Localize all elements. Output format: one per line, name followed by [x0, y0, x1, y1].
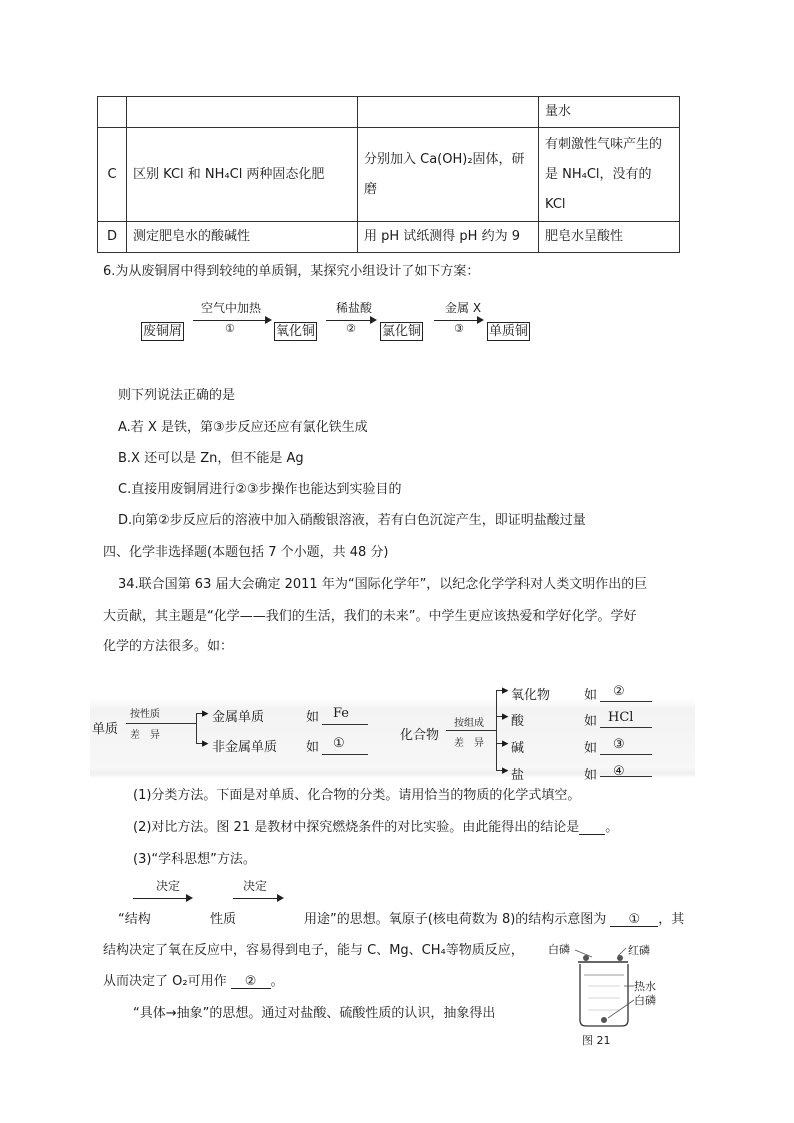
- answer-underline: [600, 701, 652, 702]
- classification-diagram: [90, 683, 695, 783]
- table-row: [98, 128, 680, 222]
- property-text: 性质: [210, 912, 237, 927]
- difference-label: 差 异: [454, 738, 484, 749]
- base-label: 碱: [511, 741, 525, 756]
- decide-label-2: 决定: [243, 879, 268, 893]
- branch-vertical: [496, 690, 497, 770]
- flow-node-copper-chloride: 氯化铜: [382, 324, 422, 339]
- flow-node-copper: 单质铜: [489, 324, 529, 339]
- arrow3-label: 金属 X: [445, 301, 482, 315]
- by-property-label: 按性质: [130, 709, 160, 720]
- oxide-label: 氧化物: [511, 688, 551, 703]
- use-text: [304, 913, 684, 927]
- q34-part2: [133, 821, 618, 835]
- q6-option-c: C.直接用废铜屑进行②③步操作也能达到实验目的: [118, 482, 402, 497]
- table-cell-id: C: [98, 128, 127, 222]
- decide-arrowhead-2: [277, 894, 284, 902]
- branch-line: [126, 723, 196, 724]
- arrow1-line: [193, 320, 266, 321]
- result-line: 是 NH₄Cl，没有的: [545, 166, 652, 182]
- section-heading: 四、化学非选择题(本题包括 7 个小题，共 48 分): [103, 545, 389, 560]
- answer-underline: [600, 776, 652, 777]
- table-cell-result: 肥皂水呈酸性: [539, 222, 680, 253]
- q34-line: [103, 975, 284, 989]
- branch-arrow: ▸: [502, 709, 509, 724]
- table-cell-id: D: [98, 222, 127, 253]
- q34-intro-line: 化学的方法很多。如：: [103, 639, 234, 654]
- q6-option-a: A.若 X 是铁，第③步反应还应有氯化铁生成: [118, 420, 368, 435]
- example-label: 如: [306, 710, 320, 725]
- q34-part3: (3)“学科思想”方法。: [133, 852, 256, 867]
- flow-node-copper-oxide: 氧化铜: [276, 324, 316, 339]
- white-phosphorus-label: 白磷: [548, 943, 570, 956]
- q34-intro-line: 大贡献，其主题是“化学——我们的生活，我们的未来”。中学生更应该热爱和学好化学。学好: [103, 609, 637, 624]
- decide-arrow-1: [133, 898, 187, 899]
- metal-label: 金属单质: [212, 710, 265, 725]
- branch-arrow: ▸: [502, 763, 509, 778]
- blank-3: ③: [613, 737, 625, 752]
- label-leader: [618, 948, 626, 956]
- blank-4: ④: [613, 764, 625, 779]
- example-label: 如: [584, 741, 598, 756]
- example-label: 如: [584, 688, 598, 703]
- table-row: [98, 222, 680, 253]
- q6-prompt: 则下列说法正确的是: [118, 388, 236, 403]
- arrow2-label: 稀盐酸: [336, 301, 373, 315]
- blank-1: ①: [333, 736, 345, 751]
- label-leader: [608, 1000, 634, 1018]
- arrow1-label: 空气中加热: [201, 301, 262, 315]
- metal-arrow: ▸: [202, 706, 209, 721]
- table-cell-method: [358, 128, 539, 222]
- beaker-outline: [580, 964, 628, 1026]
- answer-blank: [579, 821, 605, 835]
- underwater-phosphorus-label: 白磷: [634, 994, 656, 1007]
- table-cell-method: [358, 97, 539, 128]
- q34-line-text: 从而决定了 O₂可用作: [103, 974, 227, 989]
- decide-label-1: 决定: [156, 879, 181, 893]
- table-cell-task: 测定肥皂水的酸碱性: [127, 222, 358, 253]
- arrow2-head: [370, 316, 377, 324]
- use-text-end: ，其: [658, 912, 685, 927]
- table-cell-result: 量水: [539, 97, 680, 128]
- table-cell-result: [539, 128, 680, 222]
- flow-node-waste-copper: 废铜屑: [143, 324, 183, 339]
- q34-line-end: 。: [270, 974, 284, 989]
- simple-substance-label: 单质: [92, 722, 119, 737]
- q6-option-d: D.向第②步反应后的溶液中加入硝酸银溶液，若有白色沉淀产生，即证明盐酸过量: [118, 513, 586, 528]
- arrow2-line: [326, 320, 371, 321]
- answer-blank-2: ②: [231, 975, 271, 989]
- example-label: 如: [584, 714, 598, 729]
- salt-label: 盐: [511, 768, 525, 783]
- branch-vertical: [196, 713, 197, 743]
- compound-label: 化合物: [400, 728, 440, 743]
- acid-label: 酸: [511, 714, 525, 729]
- arrow3-line: [434, 320, 478, 321]
- q34-line: 结构决定了氧在反应中，容易得到电子，能与 C、Mg、CH₄等物质反应，: [103, 943, 524, 958]
- structure-text: “结构: [118, 912, 151, 927]
- hot-water-label: 热水: [634, 980, 656, 993]
- arrow3-head: [477, 316, 484, 324]
- arrow2-step: ②: [346, 322, 356, 335]
- q34-part1: (1)分类方法。下面是对单质、化合物的分类。请用恰当的物质的化学式填空。: [133, 788, 581, 803]
- table-cell-task: [127, 97, 358, 128]
- q6-option-b: B.X 还可以是 Zn，但不能是 Ag: [118, 451, 304, 466]
- method-line: 分别加入 Ca(OH)₂固体，研: [364, 151, 525, 167]
- blank-2: ②: [613, 684, 625, 699]
- use-text-main: 用途”的思想。氧原子(核电荷数为 8)的结构示意图为: [304, 912, 607, 927]
- decide-arrow-2: [233, 898, 278, 899]
- answer-underline: [322, 724, 368, 725]
- answer-underline: [322, 754, 368, 755]
- nonmetal-label: 非金属单质: [212, 740, 278, 755]
- difference-label: 差 异: [130, 730, 160, 741]
- decide-arrowhead-1: [186, 894, 193, 902]
- table-cell-id: [98, 97, 127, 128]
- underwater-phosphorus-dot: [601, 1017, 607, 1023]
- table-cell-method: 用 pH 试纸测得 pH 约为 9: [358, 222, 539, 253]
- result-line: KCl: [545, 196, 566, 212]
- red-phosphorus-label: 红磷: [628, 944, 650, 957]
- table-cell-task: 区别 KCl 和 NH₄Cl 两种固态化肥: [127, 128, 358, 222]
- answer-underline: [600, 754, 652, 755]
- arrow1-head: [265, 316, 272, 324]
- q34-intro-line: 34.联合国第 63 届大会确定 2011 年为“国际化学年”，以纪念化学学科对人类文明作出的巨: [118, 577, 648, 592]
- example-label: 如: [306, 740, 320, 755]
- experiment-table: [97, 96, 680, 253]
- table-row: [98, 97, 680, 128]
- answer-underline: [600, 727, 652, 728]
- branch-arrow: ▸: [502, 736, 509, 751]
- white-phosphorus-dot: [583, 955, 589, 961]
- figure-caption: 图 21: [582, 1034, 611, 1047]
- answer-blank-1: ①: [610, 913, 658, 927]
- q34-part2-end: 。: [605, 820, 619, 835]
- q34-line: “具体→抽象”的思想。通过对盐酸、硫酸性质的认识，抽象得出: [133, 1006, 496, 1021]
- figure-21: [540, 940, 680, 1055]
- label-leader: [575, 950, 592, 957]
- method-line: 磨: [364, 181, 378, 197]
- branch-arrow: ▸: [502, 683, 509, 698]
- example-fe: Fe: [333, 706, 350, 721]
- example-label: 如: [584, 768, 598, 783]
- arrow3-step: ③: [454, 322, 464, 335]
- branch-line: [446, 730, 496, 731]
- arrow1-step: ①: [225, 322, 235, 335]
- q34-part2-text: (2)对比方法。图 21 是教材中探究燃烧条件的对比实验。由此能得出的结论是: [133, 820, 580, 835]
- q6-stem: 6.为从废铜屑中得到较纯的单质铜，某探究小组设计了如下方案：: [103, 264, 480, 279]
- example-hcl: HCl: [608, 710, 634, 725]
- nonmetal-arrow: ▸: [202, 736, 209, 751]
- by-composition-label: 按组成: [454, 718, 484, 729]
- result-line: 有刺激性气味产生的: [545, 136, 663, 152]
